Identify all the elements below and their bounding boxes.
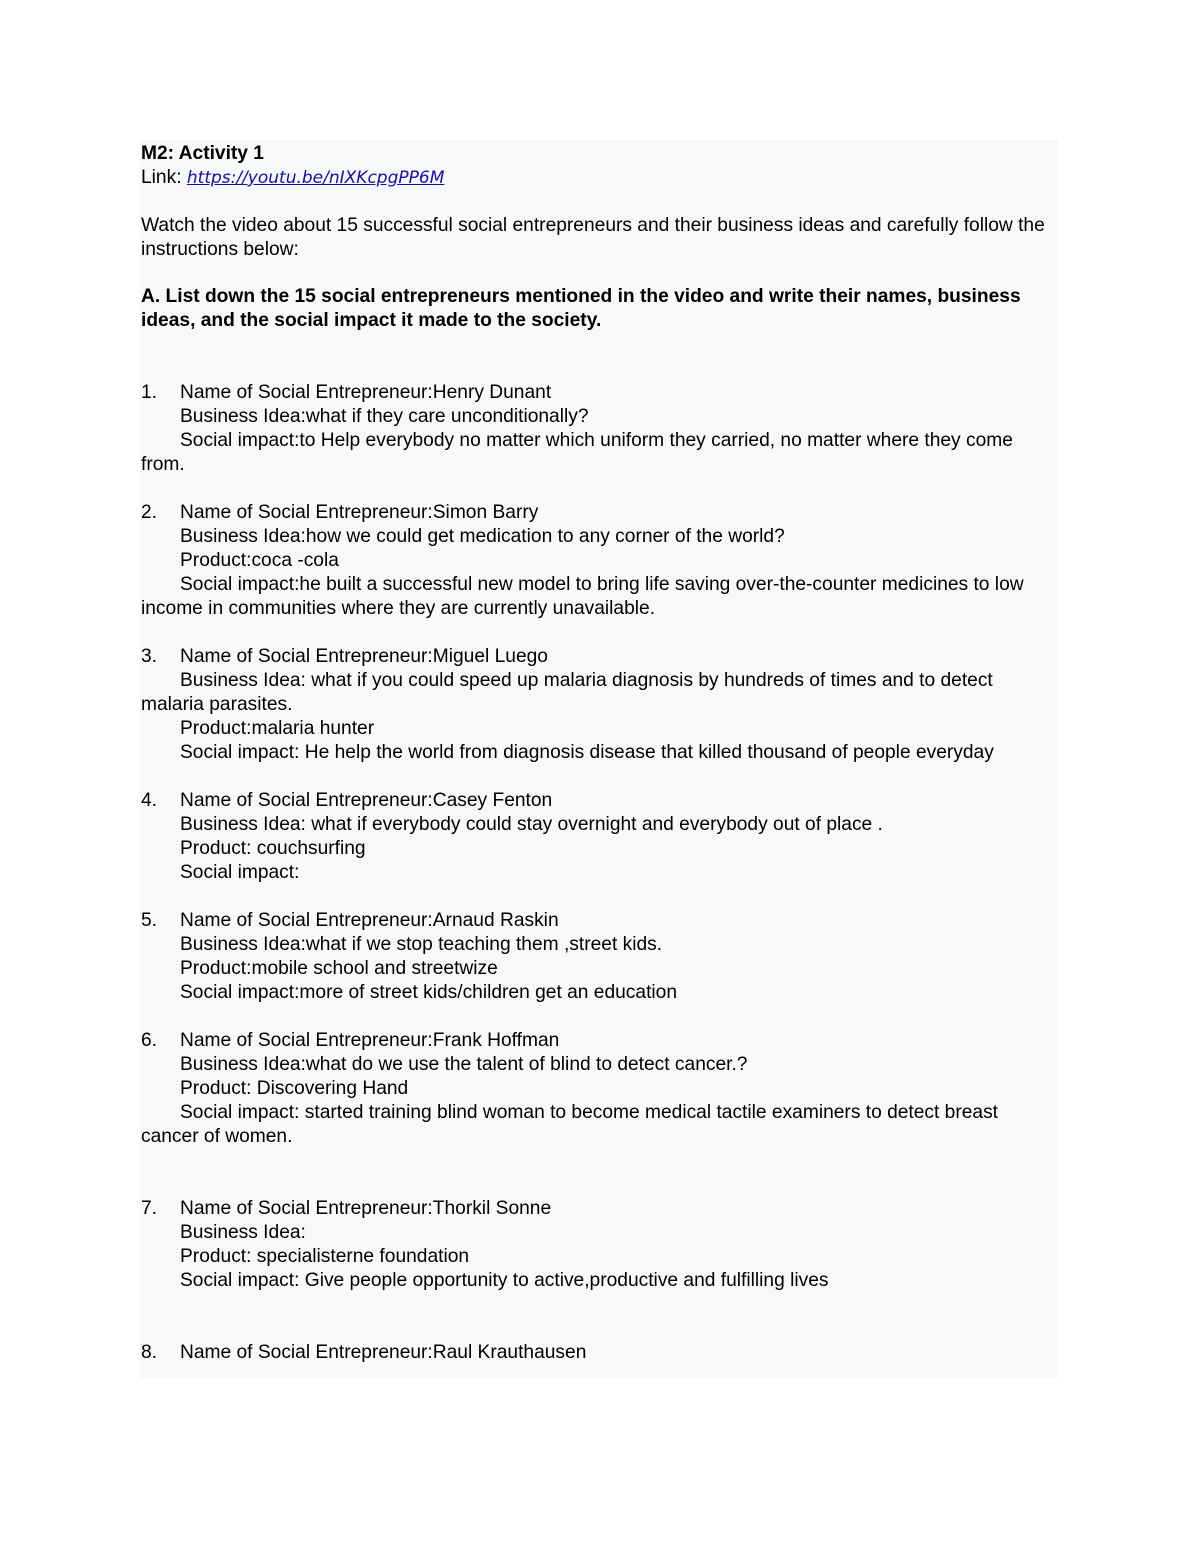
list-item-2 (141, 501, 1053, 621)
entrepreneur-name: Name of Social Entrepreneur:Raul Krauthausen (180, 1342, 587, 1363)
product: Product: couchsurfing (180, 838, 366, 859)
product: Product:malaria hunter (180, 718, 375, 739)
social-impact: Social impact: He help the world from diagnosis disease that killed thousand of people everyday (180, 742, 994, 763)
entrepreneur-name: Name of Social Entrepreneur:Casey Fenton (180, 790, 553, 811)
intro-text: Watch the video about 15 successful social entrepreneurs and their business ideas and carefully follow the instructions below: (141, 215, 1045, 260)
list-item-7 (141, 1197, 1053, 1293)
item-number: 3. (141, 646, 158, 667)
list-item-8 (141, 1341, 1053, 1365)
item-number: 4. (141, 790, 158, 811)
product: Product:mobile school and streetwize (180, 958, 498, 979)
business-idea: Business Idea:what if we stop teaching them ,street kids. (180, 934, 663, 955)
entrepreneur-name: Name of Social Entrepreneur:Miguel Luego (180, 646, 548, 667)
item-number: 6. (141, 1030, 158, 1051)
social-impact: Social impact: (180, 862, 300, 883)
social-impact: Social impact: started training blind woman to become medical tactile examiners to detect breast cancer of women. (141, 1102, 998, 1147)
business-idea: Business Idea: (180, 1222, 306, 1243)
business-idea: Business Idea:what do we use the talent of blind to detect cancer.? (180, 1054, 748, 1075)
entrepreneur-name: Name of Social Entrepreneur:Simon Barry (180, 502, 539, 523)
business-idea: Business Idea: what if you could speed up malaria diagnosis by hundreds of times and to detect malaria parasites. (141, 670, 993, 715)
social-impact: Social impact:more of street kids/children get an education (180, 982, 678, 1003)
list-item-3 (141, 645, 1053, 765)
list-item-1 (141, 381, 1053, 477)
product: Product: specialisterne foundation (180, 1246, 470, 1267)
document-title: M2: Activity 1 (141, 143, 264, 164)
business-idea: Business Idea:what if they care unconditionally? (180, 406, 589, 427)
entrepreneur-list (141, 381, 1053, 1365)
item-number: 7. (141, 1198, 158, 1219)
item-number: 8. (141, 1342, 158, 1363)
entrepreneur-name: Name of Social Entrepreneur:Frank Hoffman (180, 1030, 560, 1051)
video-link[interactable]: https://youtu.be/nIXKcpgPP6M (186, 168, 445, 188)
list-item-4 (141, 789, 1053, 885)
list-item-6 (141, 1029, 1053, 1149)
business-idea: Business Idea:how we could get medication to any corner of the world? (180, 526, 785, 547)
product: Product: Discovering Hand (180, 1078, 409, 1099)
item-number: 2. (141, 502, 158, 523)
link-label: Link: (141, 167, 187, 188)
link-line (141, 166, 1053, 190)
item-number: 1. (141, 382, 158, 403)
business-idea: Business Idea: what if everybody could stay overnight and everybody out of place . (180, 814, 883, 835)
social-impact: Social impact: Give people opportunity to active,productive and fulfilling lives (180, 1270, 829, 1291)
list-item-5 (141, 909, 1053, 1005)
product: Product:coca -cola (180, 550, 339, 571)
entrepreneur-name: Name of Social Entrepreneur:Arnaud Raskin (180, 910, 559, 931)
social-impact: Social impact:to Help everybody no matter which uniform they carried, no matter where they come from. (141, 430, 1013, 475)
instruction-heading: A. List down the 15 social entrepreneurs mentioned in the video and write their names, business ideas, and the social impact it made to the society. (141, 286, 1021, 331)
social-impact: Social impact:he built a successful new model to bring life saving over-the-counter medicines to low income in communities where they are currently unavailable. (141, 574, 1024, 619)
document-content (141, 142, 1053, 1389)
entrepreneur-name: Name of Social Entrepreneur:Thorkil Sonne (180, 1198, 552, 1219)
entrepreneur-name: Name of Social Entrepreneur:Henry Dunant (180, 382, 552, 403)
item-number: 5. (141, 910, 158, 931)
